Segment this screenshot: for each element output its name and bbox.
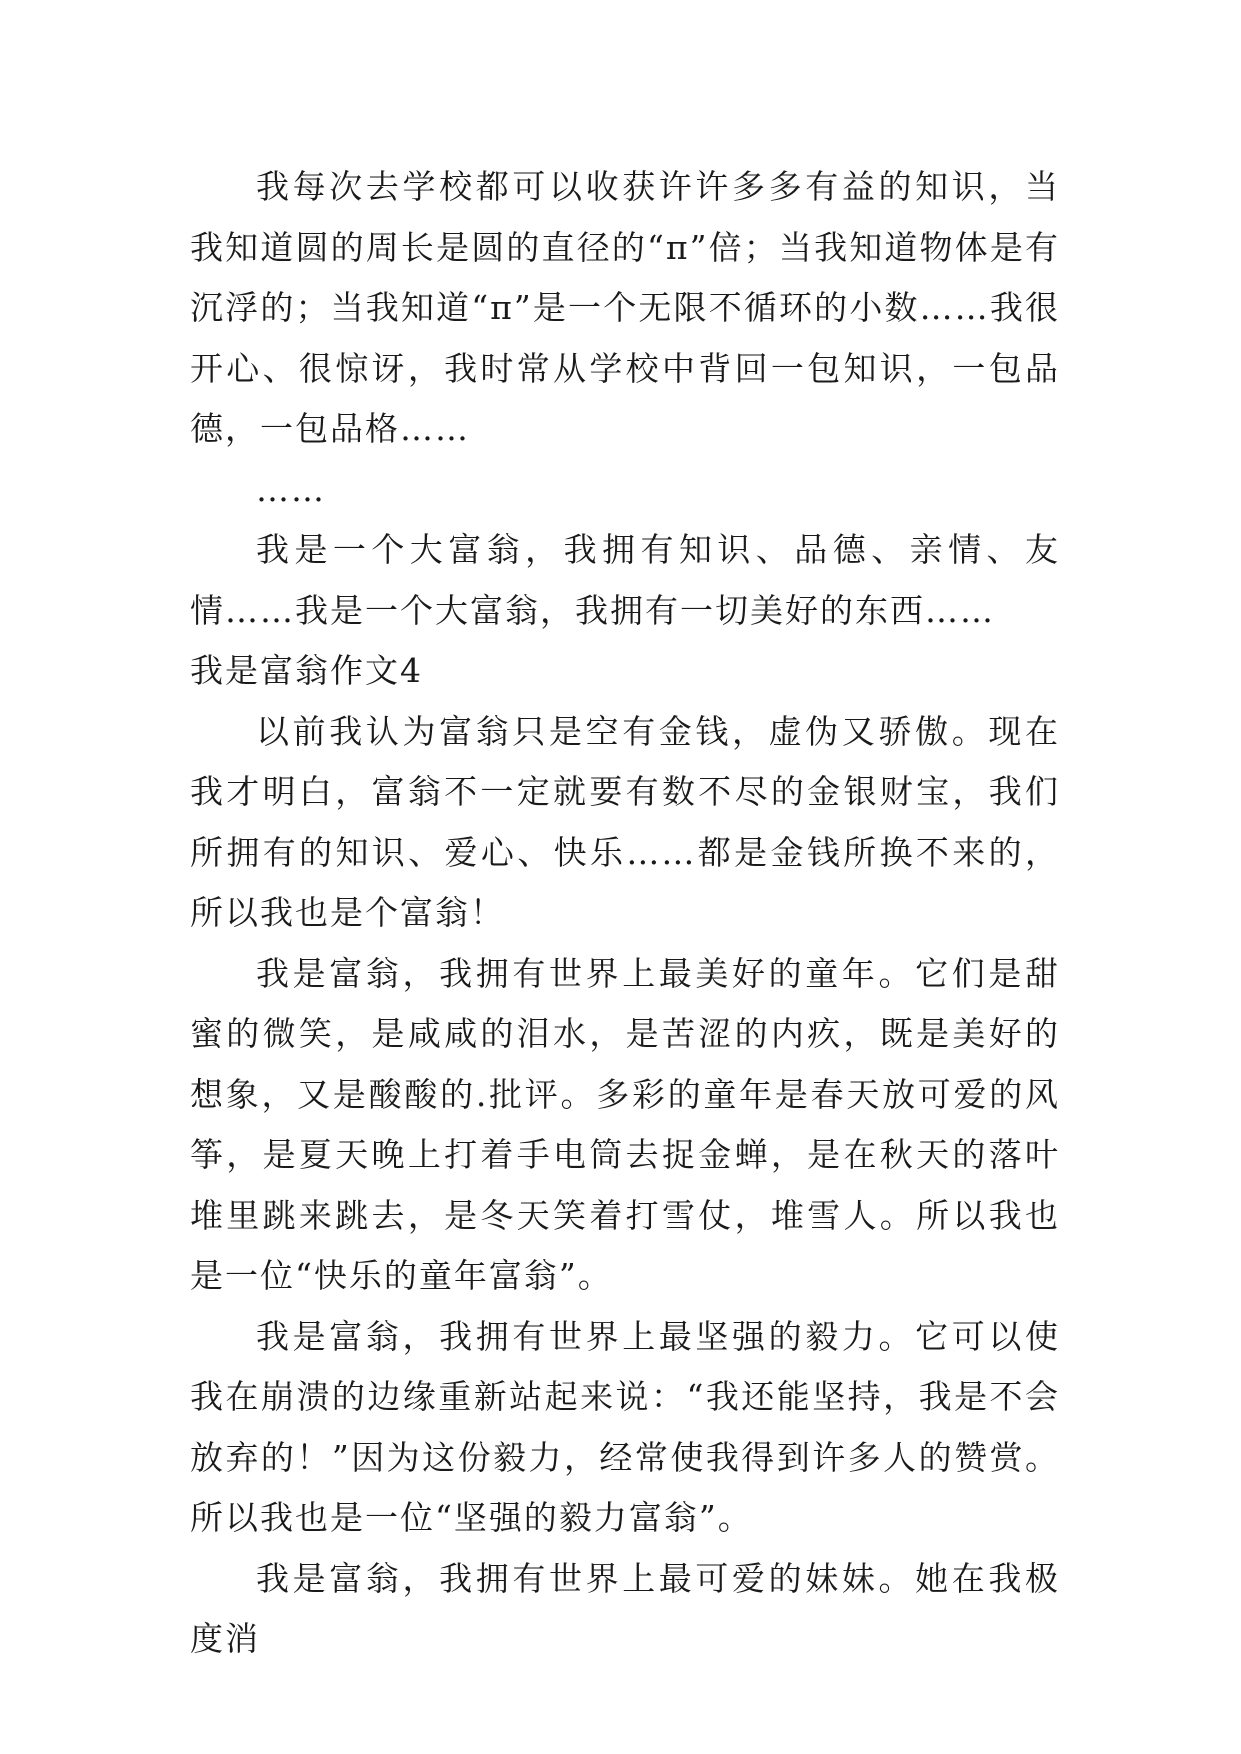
essay-heading: 我是富翁作文4 [190, 651, 423, 690]
paragraph-sister: 我是富翁，我拥有世界上最可爱的妹妹。她在我极度消 [190, 1558, 1060, 1658]
paragraph-childhood: 我是富翁，我拥有世界上最美好的童年。它们是甜蜜的微笑，是咸咸的泪水，是苦涩的内疚，既是美好的想象，又是酸酸的.批评。多彩的童年是春天放可爱的风筝，是夏天晚上打着手电筒去捉金蝉，是在秋天的落叶堆里跳来跳去，是冬天笑着打雪仗，堆雪人。所以我也是一位“快乐的童年富翁”。 [190, 953, 1060, 1295]
document-body [190, 157, 1060, 1670]
paragraph-intro: 以前我认为富翁只是空有金钱，虚伪又骄傲。现在我才明白，富翁不一定就要有数不尽的金银财宝，我们所拥有的知识、爱心、快乐……都是金钱所换不来的，所以我也是个富翁！ [190, 711, 1060, 932]
paragraph-perseverance: 我是富翁，我拥有世界上最坚强的毅力。它可以使我在崩溃的边缘重新站起来说：“我还能坚持，我是不会放弃的！”因为这份毅力，经常使我得到许多人的赞赏。所以我也是一位“坚强的毅力富翁”。 [190, 1316, 1060, 1537]
paragraph-knowledge: 我每次去学校都可以收获许许多多有益的知识，当我知道圆的周长是圆的直径的“π”倍；当我知道物体是有沉浮的；当我知道“π”是一个无限不循环的小数……我很开心、很惊讶，我时常从学校中背回一包知识，一包品德，一包品格…… [190, 167, 1060, 448]
paragraph-rich-person: 我是一个大富翁，我拥有知识、品德、亲情、友情……我是一个大富翁，我拥有一切美好的东西…… [190, 530, 1060, 630]
paragraph-ellipsis: …… [256, 469, 326, 509]
